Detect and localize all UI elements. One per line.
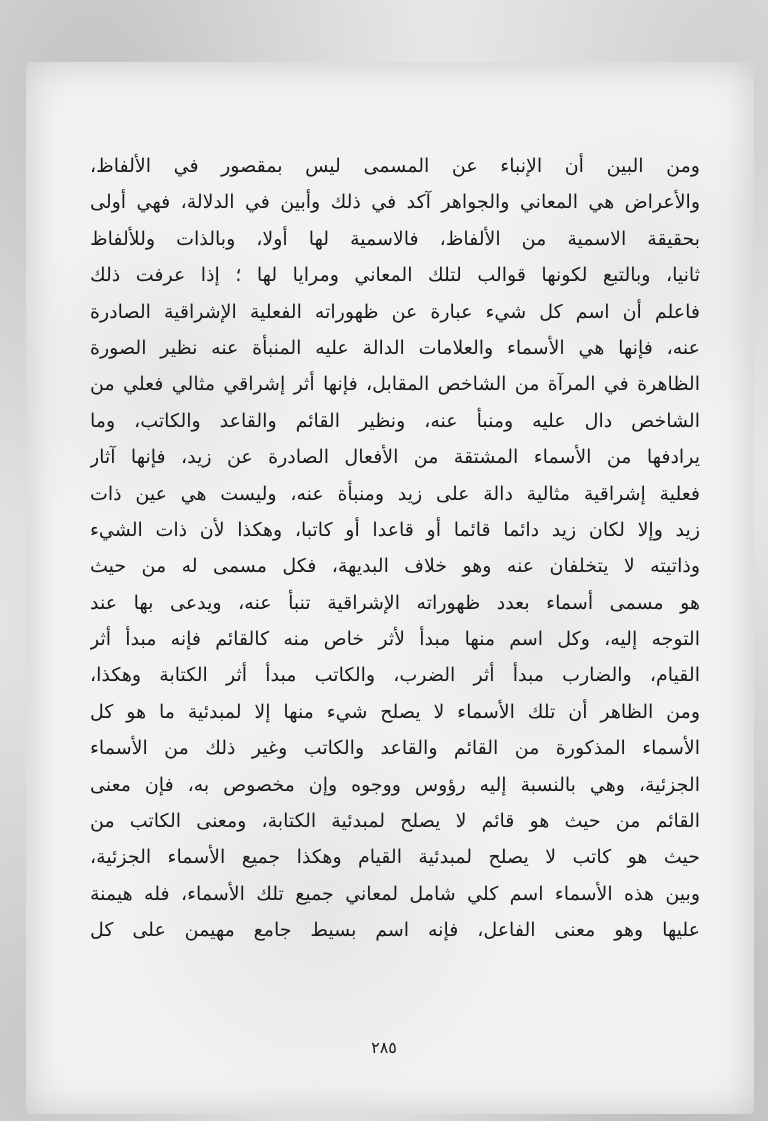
text-line: زيد وإلا لكان زيد دائما قائما أو قاعدا أو كاتبا، وهكذا لأن ذات الشيء (90, 518, 700, 541)
text-line: القائم من حيث هو قائم لا يصلح لمبدئية الكتابة، ومعنى الكاتب من (90, 810, 700, 833)
text-line: عنه، فإنها هي الأسماء والعلامات الدالة عليه المنبأة عنه نظير الصورة (90, 336, 700, 359)
text-line: عليها وهو معنى الفاعل، فإنه اسم بسيط جامع مهيمن على كل (90, 919, 700, 942)
text-line: والأعراض هي المعاني والجواهر آكد في ذلك وأبين في الدلالة، فهي أولى (90, 191, 700, 214)
text-line: التوجه إليه، وكل اسم منها مبدأ لأثر خاص منه كالقائم فإنه مبدأ أثر (90, 628, 700, 651)
text-line: الظاهرة في المرآة من الشاخص المقابل، فإنها أثر إشراقي مثالي فعلي من (90, 373, 700, 396)
text-line: حيث هو كاتب لا يصلح لمبدئية القيام وهكذا جميع الأسماء الجزئية، (90, 846, 700, 869)
text-line: القيام، والضارب مبدأ أثر الضرب، والكاتب مبدأ أثر الكتابة وهكذا، (90, 664, 700, 687)
text-line: وذاتيته لا يتخلفان عنه وهو خلاف البديهة، فكل مسمى له من حيث (90, 555, 700, 578)
text-line: فاعلم أن اسم كل شيء عبارة عن ظهوراته الفعلية الإشراقية الصادرة (90, 300, 700, 323)
text-line: وبين هذه الأسماء اسم كلي شامل لمعاني جميع تلك الأسماء، فله هيمنة (90, 882, 700, 905)
text-line: يرادفها من الأسماء المشتقة من الأفعال الصادرة عن زيد، فإنها آثار (90, 446, 700, 469)
text-line: الشاخص دال عليه ومنبأ عنه، ونظير القائم والقاعد والكاتب، وما (90, 409, 700, 432)
text-line: بحقيقة الاسمية من الألفاظ، فالاسمية لها أولا، وبالذات وللألفاظ (90, 227, 700, 250)
text-line: هو مسمى أسماء بعدد ظهوراته الإشراقية تنبأ عنه، ويدعى بها عند (90, 591, 700, 614)
text-line: ومن الظاهر أن تلك الأسماء لا يصلح شيء منها إلا لمبدئية ما هو كل (90, 700, 700, 723)
text-line: الجزئية، وهي بالنسبة إليه رؤوس ووجوه وإن مخصوص به، فإن معنى (90, 773, 700, 796)
text-line: الأسماء المذكورة من القائم والقاعد والكاتب وغير ذلك من الأسماء (90, 737, 700, 760)
text-line: ومن البين أن الإنباء عن المسمى ليس بمقصور في الألفاظ، (90, 155, 700, 177)
page-number: ٢٨٥ (371, 1038, 397, 1057)
text-line: فعلية إشراقية مثالية دالة على زيد ومنبأة عنه، وليست هي عين ذات (90, 482, 700, 505)
body-text (90, 148, 700, 949)
text-line: ثانيا، وبالتبع لكونها قوالب لتلك المعاني ومرايا لها ؛ إذا عرفت ذلك (90, 264, 700, 287)
